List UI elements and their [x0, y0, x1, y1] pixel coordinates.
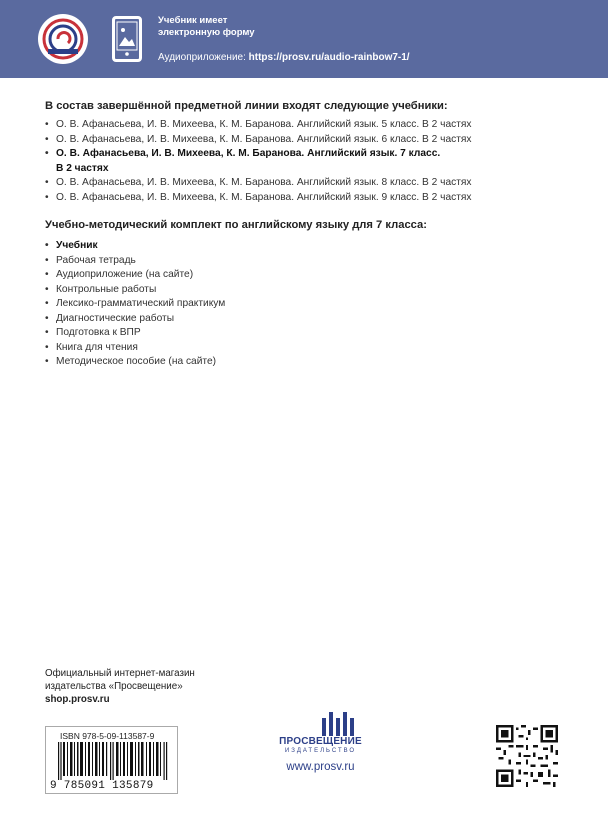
series-item [45, 191, 472, 206]
kit-item-text: Учебник [56, 240, 98, 251]
barcode [45, 726, 178, 794]
series-item-text: О. В. Афанасьева, И. В. Михеева, К. М. Баранова. Английский язык. 6 класс. В 2 частях [56, 133, 472, 145]
qr-code[interactable] [496, 725, 558, 787]
series-item [45, 147, 472, 176]
kit-item-text: Методическое пособие (на сайте) [56, 356, 217, 367]
series-item-text: О. В. Афанасьева, И. В. Михеева, К. М. Баранова. Английский язык. 8 класс. В 2 частях [56, 177, 472, 188]
kit-item-text: Рабочая тетрадь [56, 254, 136, 266]
shop-line2: издательства «Просвещение» [45, 681, 183, 692]
publisher-name: ПРОСВЕЩЕНИЕ [279, 736, 362, 747]
audio-prefix: Аудиоприложение: [158, 52, 249, 63]
barcode-bars [58, 742, 168, 780]
cover-content [0, 78, 608, 823]
series-item-text: О. В. Афанасьева, И. В. Михеева, К. М. Баранова. Английский язык. 5 класс. В 2 частях [56, 119, 472, 130]
kit-item [45, 326, 225, 341]
shop-url[interactable]: shop.prosv.ru [45, 694, 110, 705]
publisher-subtitle: ИЗДАТЕЛЬСТВО [284, 748, 357, 754]
series-item [45, 176, 472, 191]
tablet-icon [112, 16, 142, 62]
kit-item-text: Контрольные работы [56, 283, 157, 295]
series-item-text-line2: В 2 частях [56, 162, 109, 174]
header-band [0, 0, 608, 78]
series-item-text: О. В. Афанасьева, И. В. Михеева, К. М. Баранова. Английский язык. 7 класс. [56, 148, 441, 159]
kit-item [45, 355, 225, 370]
shop-line1: Официальный интернет-магазин [45, 668, 195, 679]
kit-item-text: Лексико-грамматический практикум [56, 298, 226, 309]
kit-item [45, 312, 225, 327]
barcode-digits: 9 785091 135879 [50, 780, 154, 792]
kit-item [45, 283, 225, 298]
kit-item [45, 297, 225, 312]
kit-item [45, 254, 225, 269]
isbn-text: ISBN 978-5-09-113587-9 [60, 731, 155, 741]
series-heading: В состав завершённой предметной линии входят следующие учебники: [45, 100, 448, 112]
kit-item [45, 341, 225, 356]
logo-icon [38, 14, 88, 64]
series-list [45, 118, 472, 205]
kit-item-text: Книга для чтения [56, 341, 138, 353]
audio-link[interactable] [158, 52, 410, 63]
series-item-text: О. В. Афанасьева, И. В. Михеева, К. М. Баранова. Английский язык. 9 класс. В 2 частях [56, 191, 472, 203]
kit-item [45, 268, 225, 283]
publisher-url[interactable]: www.prosv.ru [286, 761, 355, 773]
shop-info [45, 667, 195, 706]
kit-item-text: Диагностические работы [56, 312, 175, 324]
kit-item [45, 239, 225, 254]
series-item [45, 133, 472, 148]
kit-item-text: Подготовка к ВПР [56, 327, 141, 338]
kit-item-text: Аудиоприложение (на сайте) [56, 269, 194, 280]
audio-url[interactable]: https://prosv.ru/audio-rainbow7-1/ [248, 52, 410, 63]
kit-heading: Учебно-методический комплект по английскому языку для 7 класса: [45, 219, 427, 231]
series-item [45, 118, 472, 133]
kit-list [45, 239, 225, 370]
ebook-label: Учебник имеет электронную форму [158, 15, 255, 38]
